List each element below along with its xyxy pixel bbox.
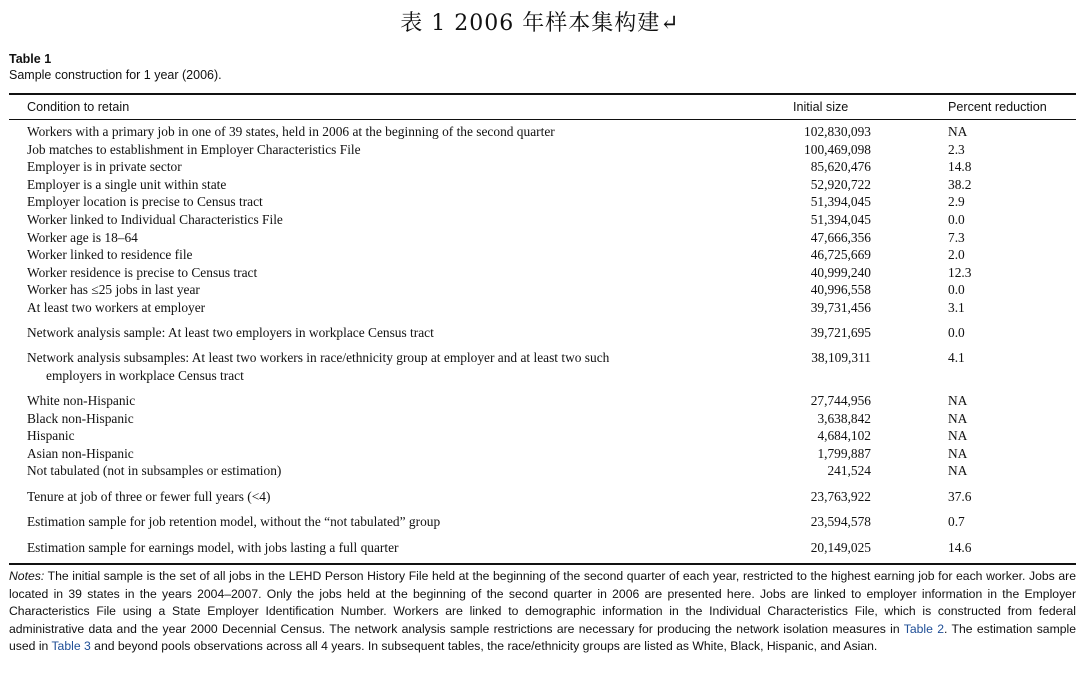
row-condition: Black non-Hispanic — [27, 411, 134, 426]
row-percent-reduction: 0.7 — [948, 514, 965, 529]
row-condition: Employer is in private sector — [27, 159, 182, 174]
table-row — [0, 427, 1080, 445]
row-condition: At least two workers at employer — [27, 300, 206, 315]
table-notes — [9, 568, 1076, 656]
row-percent-reduction: 12.3 — [948, 265, 972, 280]
row-percent-reduction: 2.9 — [948, 194, 965, 209]
table-row — [0, 513, 1080, 531]
row-percent-reduction: 7.3 — [948, 230, 965, 245]
row-percent-reduction: NA — [948, 463, 968, 478]
row-percent-reduction: 2.0 — [948, 247, 965, 262]
table-row — [0, 264, 1080, 282]
row-initial-size: 1,799,887 — [817, 446, 871, 461]
table-row — [0, 410, 1080, 428]
column-header-condition: Condition to retain — [27, 100, 130, 114]
row-initial-size: 40,996,558 — [810, 282, 871, 297]
row-percent-reduction: 0.0 — [948, 325, 965, 340]
row-initial-size: 27,744,956 — [810, 393, 871, 408]
row-initial-size: 20,149,025 — [810, 540, 871, 555]
row-condition: Worker residence is precise to Census tract — [27, 265, 258, 280]
row-initial-size: 100,469,098 — [804, 142, 871, 157]
row-percent-reduction: 4.1 — [948, 350, 965, 365]
row-condition-line2: employers in workplace Census tract — [46, 368, 244, 383]
notes-label: Notes: — [9, 569, 45, 583]
row-initial-size: 47,666,356 — [810, 230, 871, 245]
notes-text: . The estimation sample used in — [9, 621, 1076, 654]
row-condition: Worker age is 18–64 — [27, 230, 138, 245]
table-row — [0, 123, 1080, 141]
table-row — [0, 193, 1080, 211]
row-condition: Asian non-Hispanic — [27, 446, 134, 461]
column-header-percent-reduction: Percent reduction — [948, 100, 1047, 114]
row-percent-reduction: 3.1 — [948, 300, 965, 315]
table-top-rule — [9, 93, 1076, 95]
table-header-row — [0, 98, 1080, 116]
row-condition: Workers with a primary job in one of 39 states, held in 2006 at the beginning of the second quarter — [27, 124, 555, 139]
row-percent-reduction: 38.2 — [948, 177, 972, 192]
row-initial-size: 51,394,045 — [810, 212, 871, 227]
row-condition: Estimation sample for job retention model, without the “not tabulated” group — [27, 514, 441, 529]
column-header-initial-size: Initial size — [793, 100, 849, 114]
row-condition: Not tabulated (not in subsamples or estimation) — [27, 463, 282, 478]
chinese-title: 表 1 2006 年样本集构建↵ — [400, 11, 680, 36]
table-2-link[interactable]: Table 2 — [903, 621, 945, 636]
row-condition: Estimation sample for earnings model, with jobs lasting a full quarter — [27, 540, 399, 555]
row-condition: Worker linked to Individual Characteristics File — [27, 212, 283, 227]
row-percent-reduction: 0.0 — [948, 282, 965, 297]
table-row — [0, 539, 1080, 557]
row-initial-size: 52,920,722 — [810, 177, 871, 192]
table-row — [0, 392, 1080, 410]
table-row — [0, 349, 1080, 385]
row-percent-reduction: 0.0 — [948, 212, 965, 227]
row-initial-size: 85,620,476 — [810, 159, 871, 174]
row-initial-size: 241,524 — [827, 463, 871, 478]
row-initial-size: 46,725,669 — [810, 247, 871, 262]
row-condition: Worker has ≤25 jobs in last year — [27, 282, 200, 297]
row-initial-size: 39,721,695 — [810, 325, 871, 340]
row-percent-reduction: 14.6 — [948, 540, 972, 555]
row-initial-size: 23,594,578 — [810, 514, 871, 529]
row-condition: White non-Hispanic — [27, 393, 136, 408]
table-row — [0, 462, 1080, 480]
table-bottom-rule — [9, 563, 1076, 565]
row-initial-size: 39,731,456 — [810, 300, 871, 315]
row-condition: Tenure at job of three or fewer full years (<4) — [27, 489, 271, 504]
row-condition-line1: Network analysis subsamples: At least two workers in race/ethnicity group at employer and at least two such — [27, 350, 610, 365]
table-caption: Sample construction for 1 year (2006). — [9, 68, 222, 82]
table-header-rule — [9, 119, 1076, 120]
table-row — [0, 324, 1080, 342]
row-condition: Employer is a single unit within state — [27, 177, 227, 192]
row-percent-reduction: NA — [948, 428, 968, 443]
row-percent-reduction: NA — [948, 124, 968, 139]
row-percent-reduction: NA — [948, 446, 968, 461]
table-row — [0, 176, 1080, 194]
row-condition — [27, 349, 767, 385]
row-condition: Network analysis sample: At least two employers in workplace Census tract — [27, 325, 434, 340]
table-row — [0, 246, 1080, 264]
row-percent-reduction: NA — [948, 411, 968, 426]
notes-text: The initial sample is the set of all jobs in the LEHD Person History File held at the beginning of the second quarter of each year, restricted to the highest earning job for each worker. Jobs are located in 39 states in the years 2004–2007. Only the jobs held at the beginning of the second quarter in 2006 are presented here. Jobs are linked to employer information in the Employer Characteristics File using a State Employer Identification Number. Workers are linked to demographic information in the Individual Characteristics File, which is constructed from federal administrative data and the year 2000 Decennial Census. The network analysis sample restrictions are necessary for producing the network isolation measures in — [9, 569, 1076, 636]
row-initial-size: 3,638,842 — [817, 411, 871, 426]
table-row — [0, 445, 1080, 463]
table-row — [0, 281, 1080, 299]
row-percent-reduction: NA — [948, 393, 968, 408]
table-row — [0, 488, 1080, 506]
table-row — [0, 211, 1080, 229]
notes-text: and beyond pools observations across all 4 years. In subsequent tables, the race/ethnicity groups are listed as White, Black, Hispanic, and Asian. — [90, 639, 878, 654]
table-row — [0, 158, 1080, 176]
row-initial-size: 4,684,102 — [817, 428, 871, 443]
row-condition: Worker linked to residence file — [27, 247, 193, 262]
row-initial-size: 40,999,240 — [810, 265, 871, 280]
row-percent-reduction: 14.8 — [948, 159, 972, 174]
table-3-link[interactable]: Table 3 — [51, 639, 91, 654]
row-condition: Hispanic — [27, 428, 75, 443]
row-initial-size: 51,394,045 — [810, 194, 871, 209]
table-row — [0, 299, 1080, 317]
table-row — [0, 229, 1080, 247]
row-initial-size: 38,109,311 — [811, 350, 871, 365]
row-percent-reduction: 2.3 — [948, 142, 965, 157]
row-condition: Employer location is precise to Census tract — [27, 194, 263, 209]
row-percent-reduction: 37.6 — [948, 489, 972, 504]
table-row — [0, 141, 1080, 159]
row-initial-size: 23,763,922 — [810, 489, 871, 504]
row-condition: Job matches to establishment in Employer Characteristics File — [27, 142, 361, 157]
table-label: Table 1 — [9, 52, 52, 66]
row-initial-size: 102,830,093 — [804, 124, 871, 139]
